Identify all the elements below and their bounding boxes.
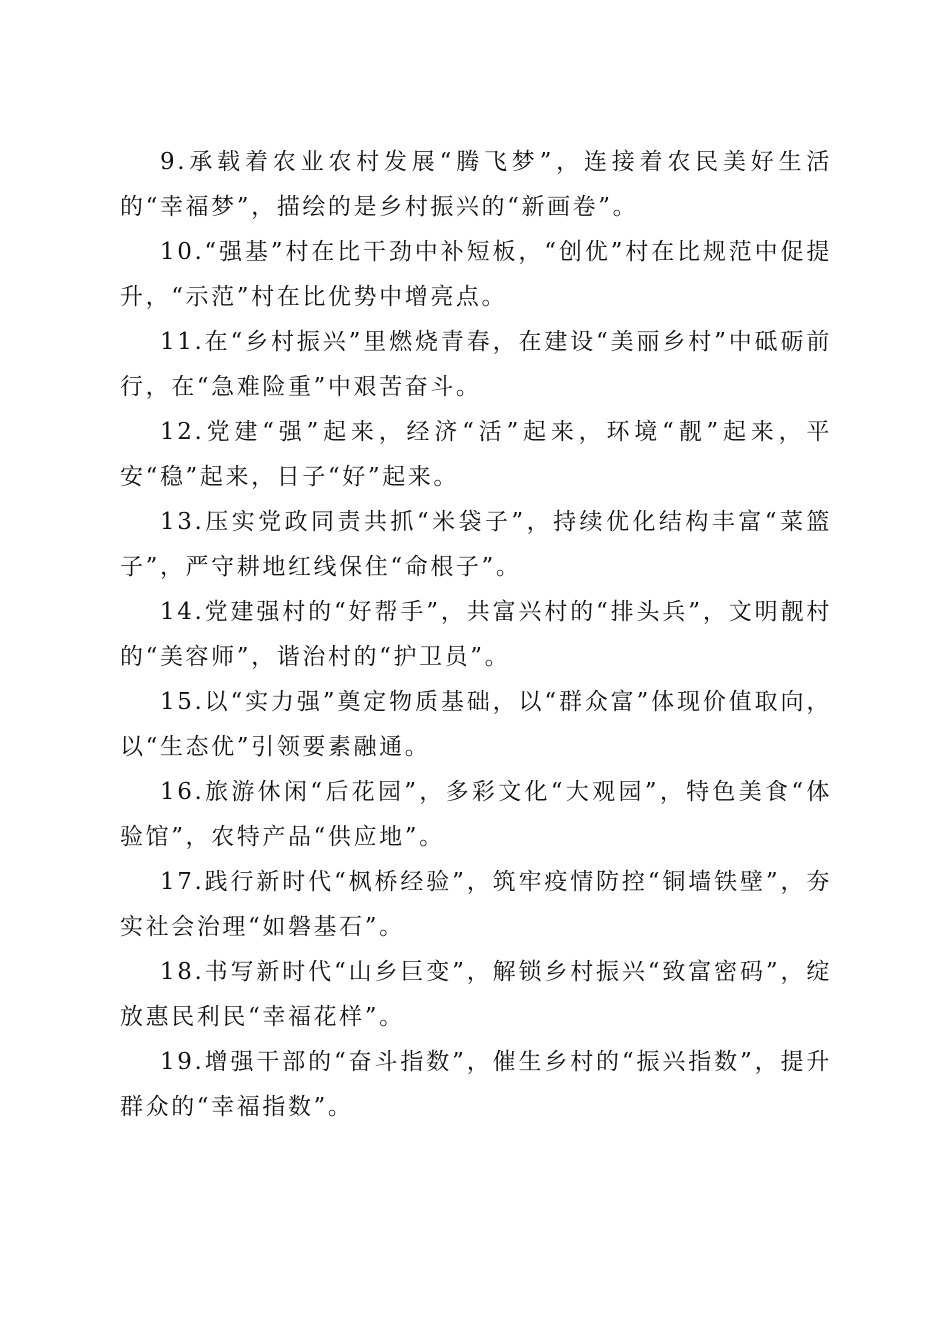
document-body: [120, 140, 832, 1130]
paragraph-15: 15.以“实力强”奠定物质基础，以“群众富”体现价值取向，以“生态优”引领要素融通。: [120, 689, 832, 760]
paragraph-11: 11.在“乡村振兴”里燃烧青春，在建设“美丽乡村”中砥砺前行，在“急难险重”中艰苦奋斗。: [120, 329, 832, 400]
paragraph-17: 17.践行新时代“枫桥经验”，筑牢疫情防控“铜墙铁壁”，夯实社会治理“如磐基石”。: [120, 869, 832, 940]
paragraph-9: 9.承载着农业农村发展“腾飞梦”，连接着农民美好生活的“幸福梦”，描绘的是乡村振兴的“新画卷”。: [120, 149, 832, 220]
paragraph-18: 18.书写新时代“山乡巨变”，解锁乡村振兴“致富密码”，绽放惠民利民“幸福花样”。: [120, 959, 832, 1030]
paragraph-13: 13.压实党政同责共抓“米袋子”，持续优化结构丰富“菜篮子”，严守耕地红线保住“命根子”。: [120, 509, 832, 580]
paragraph-10: 10.“强基”村在比干劲中补短板，“创优”村在比规范中促提升，“示范”村在比优势中增亮点。: [120, 239, 832, 310]
paragraph-12: 12.党建“强”起来，经济“活”起来，环境“靓”起来，平安“稳”起来，日子“好”起来。: [120, 419, 832, 490]
paragraph-14: 14.党建强村的“好帮手”，共富兴村的“排头兵”，文明靓村的“美容师”，谐治村的“护卫员”。: [120, 599, 832, 670]
paragraph-16: 16.旅游休闲“后花园”，多彩文化“大观园”，特色美食“体验馆”，农特产品“供应地”。: [120, 779, 832, 850]
paragraph-19: 19.增强干部的“奋斗指数”，催生乡村的“振兴指数”，提升群众的“幸福指数”。: [120, 1049, 832, 1120]
